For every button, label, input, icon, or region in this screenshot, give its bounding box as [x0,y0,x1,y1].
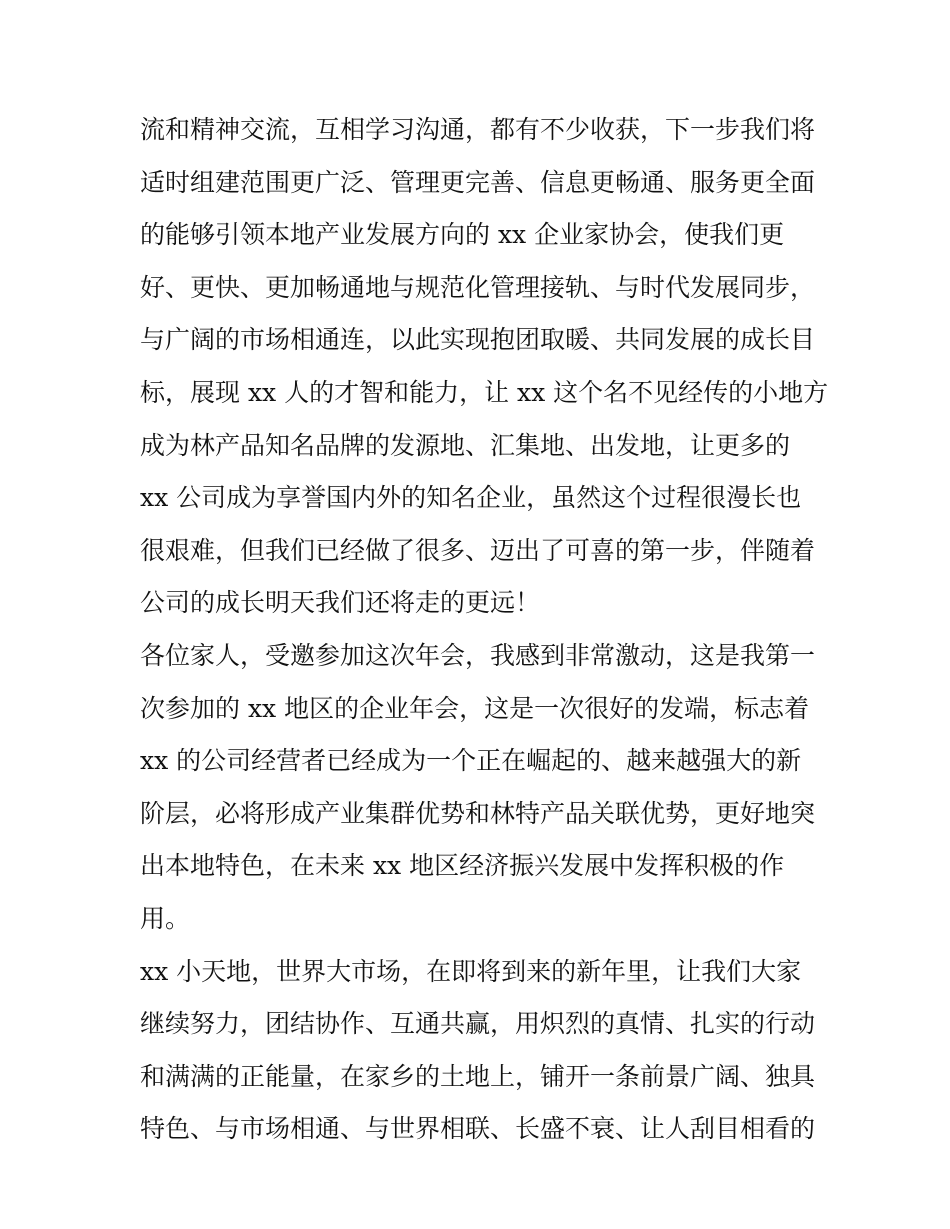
paragraph-1 [140,108,830,634]
text-line: 阶层，必将形成产业集群优势和林特产品关联优势，更好地突 [140,798,816,828]
text-line: 次参加的 xx 地区的企业年会，这是一次很好的发端，标志着 [140,693,810,723]
text-line: 继续努力，团结协作、互通共赢，用炽烈的真情、扎实的行动 [140,1009,816,1039]
paragraph-2 [140,634,830,950]
text-line: xx 公司成为享誉国内外的知名企业，虽然这个过程很漫长也 [140,483,802,513]
text-line: 成为林产品知名品牌的发源地、汇集地、出发地，让更多的 [140,430,791,460]
text-line: 各位家人，受邀参加这次年会，我感到非常激动，这是我第一 [140,640,816,670]
text-line: xx 小天地，世界大市场，在即将到来的新年里，让我们大家 [140,956,802,986]
text-line: 适时组建范围更广泛、管理更完善、信息更畅通、服务更全面 [140,167,816,197]
document-body [140,108,830,1160]
text-line: 标，展现 xx 人的才智和能力，让 xx 这个名不见经传的小地方 [140,377,829,407]
text-line: 好、更快、更加畅通地与规范化管理接轨、与时代发展同步， [140,272,816,302]
text-line: 和满满的正能量，在家乡的土地上，铺开一条前景广阔、独具 [140,1061,816,1091]
text-line: 特色、与市场相通、与世界相联、长盛不衰、让人刮目相看的 [140,1114,816,1144]
text-line: 用。 [140,903,191,933]
text-line: 出本地特色，在未来 xx 地区经济振兴发展中发挥积极的作 [140,851,785,881]
text-line: 很艰难，但我们已经做了很多、迈出了可喜的第一步，伴随着 [140,535,816,565]
text-line: 公司的成长明天我们还将走的更远！ [140,588,541,618]
text-line: 流和精神交流，互相学习沟通，都有不少收获，下一步我们将 [140,115,816,144]
paragraph-3 [140,950,830,1160]
text-line: 的能够引领本地产业发展方向的 xx 企业家协会，使我们更 [140,220,785,250]
text-line: 与广阔的市场相通连，以此实现抱团取暖、共同发展的成长目 [140,325,816,355]
text-line: xx 的公司经营者已经成为一个正在崛起的、越来越强大的新 [140,746,802,776]
